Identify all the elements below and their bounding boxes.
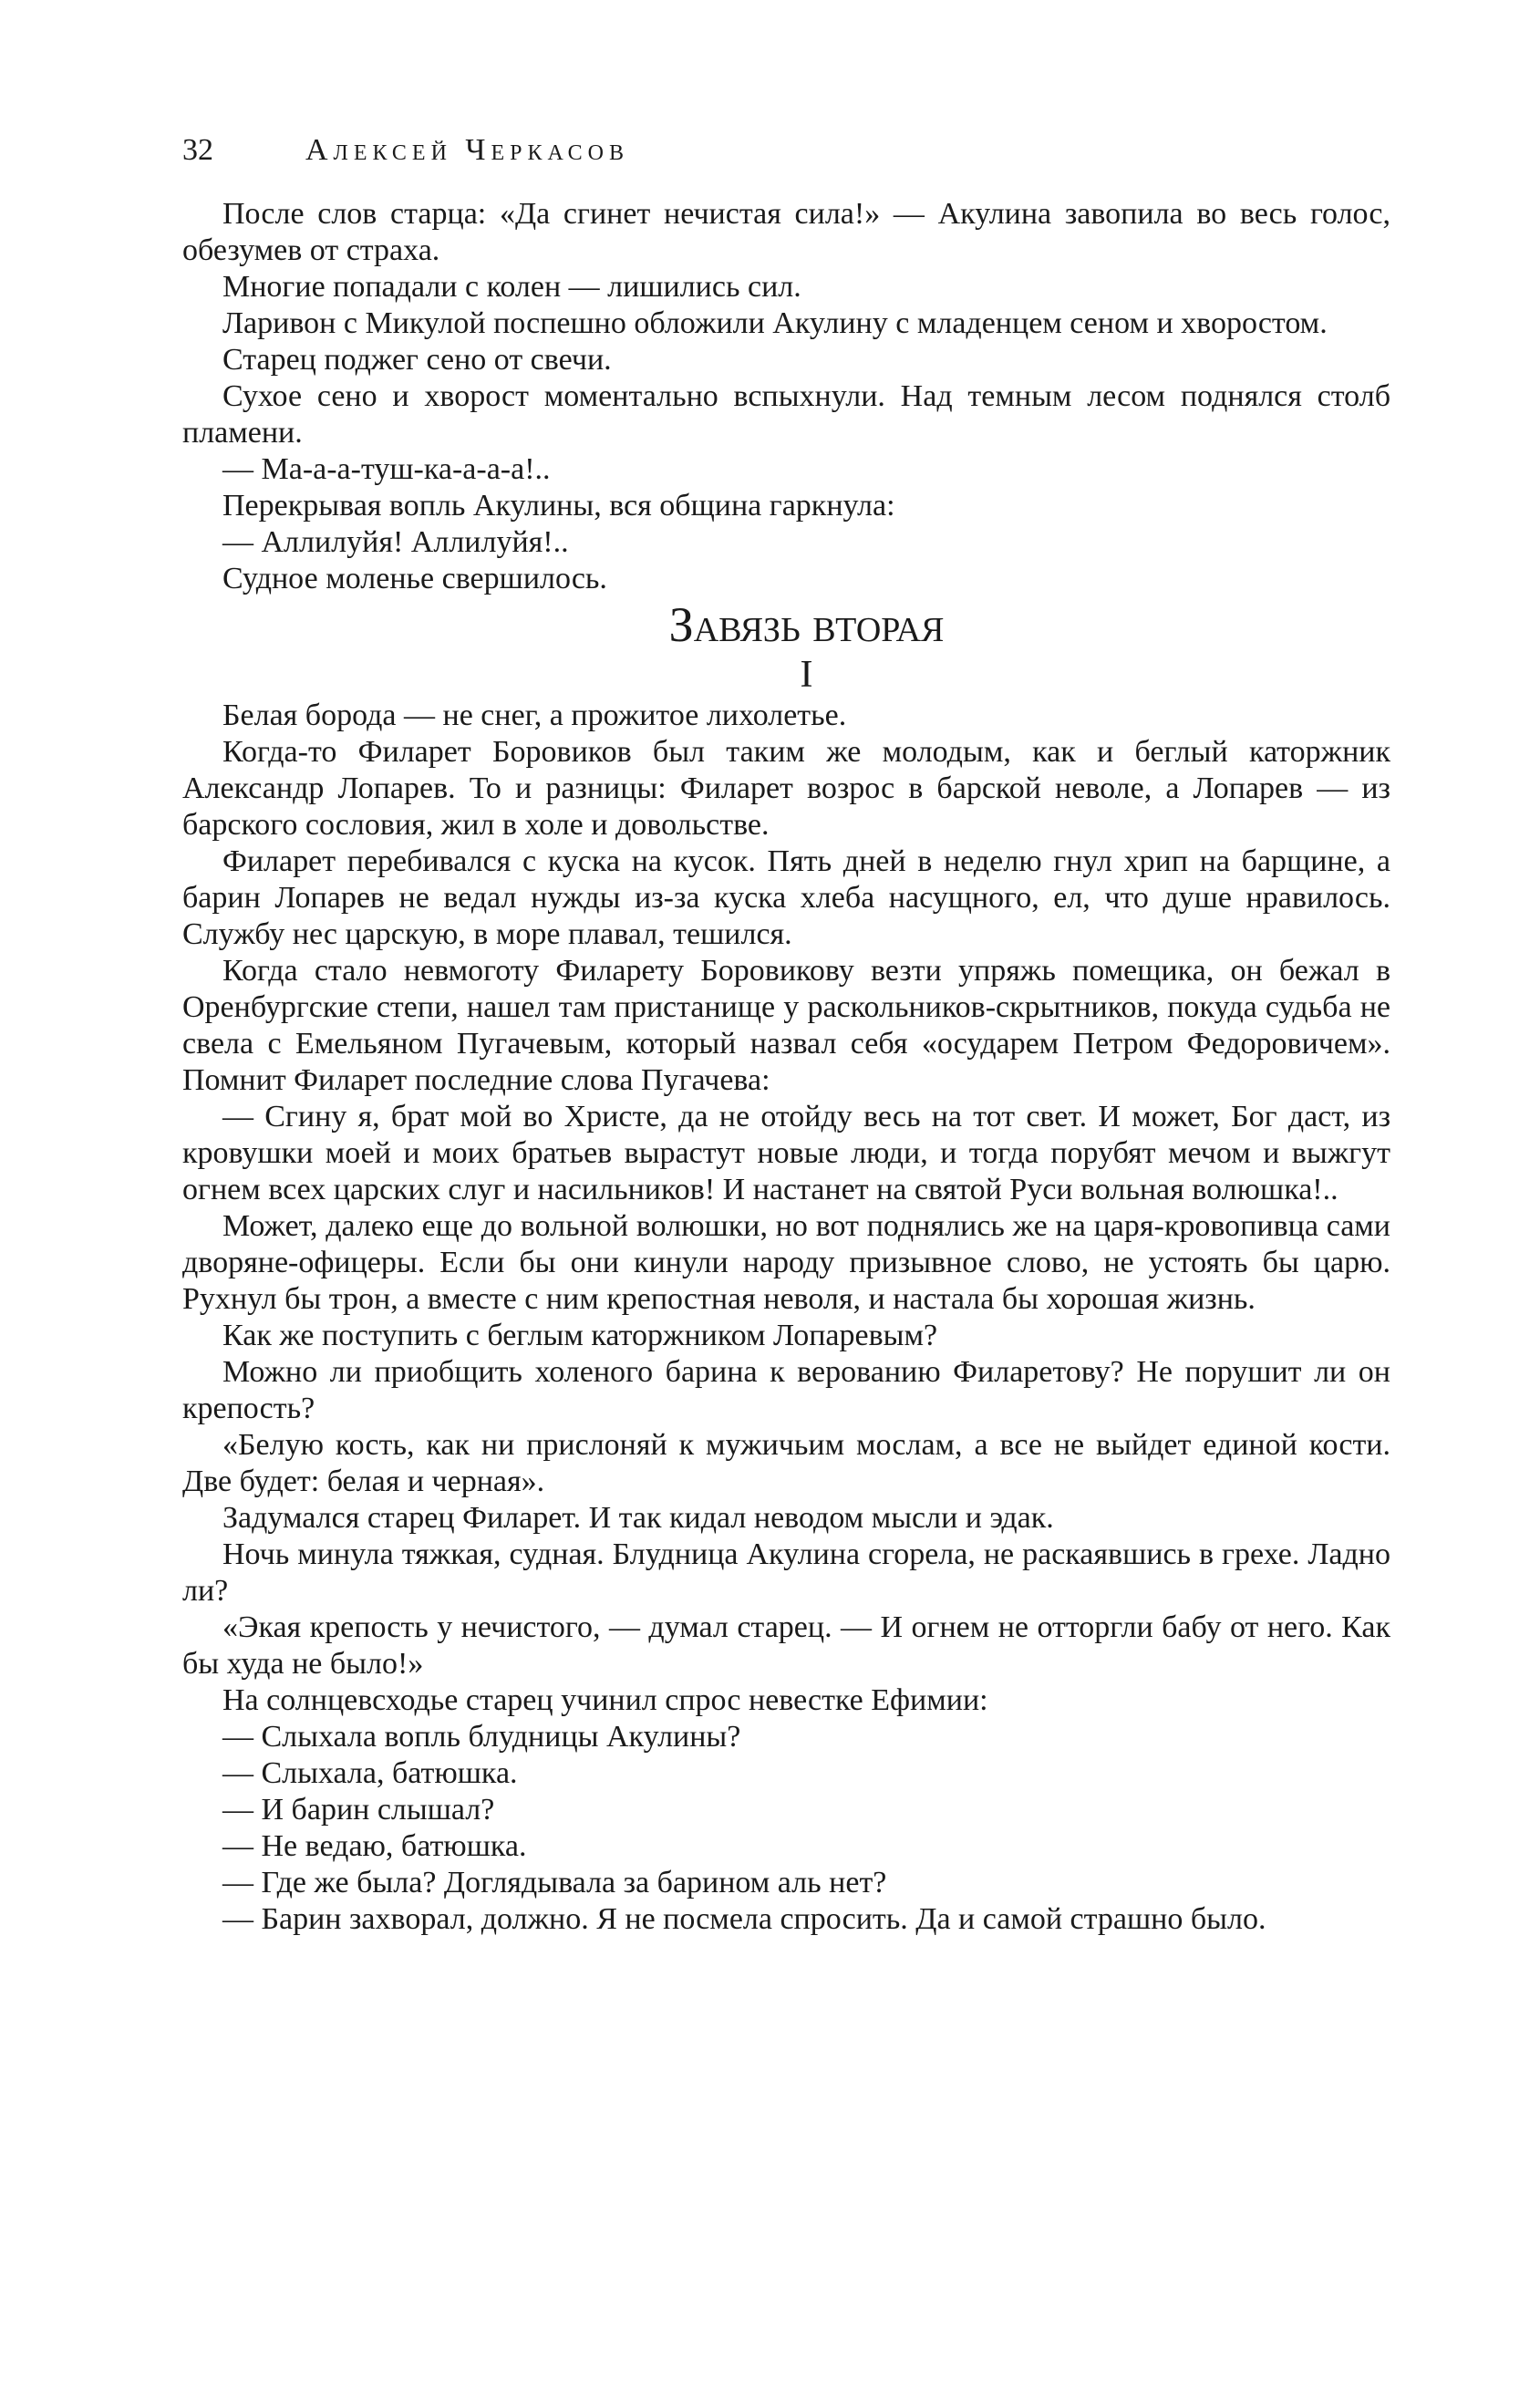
paragraph: Когда-то Филарет Боровиков был таким же молодым, как и беглый каторжник Александр Лопарев. То и разницы: Филарет возрос в барской неволе, а Лопарев — из барского сословия, жил в холе и довольстве. [182, 735, 1390, 842]
paragraph: — И барин слышал? [222, 1793, 495, 1827]
paragraph: — Не ведаю, батюшка. [222, 1829, 527, 1863]
running-header [182, 132, 629, 169]
author-name: Алексей Черкасов [305, 133, 629, 167]
paragraph: — Аллилуйя! Аллилуйя!.. [222, 525, 569, 559]
paragraph: — Слыхала вопль блудницы Акулины? [222, 1720, 741, 1754]
paragraph: Старец поджег сено от свечи. [222, 343, 612, 377]
paragraph: После слов старца: «Да сгинет нечистая сила!» — Акулина завопила во весь голос, обезумев от страха. [182, 197, 1390, 267]
paragraph: «Экая крепость у нечистого, — думал старец. — И огнем не отторгли бабу от него. Как бы худа не было!» [182, 1610, 1390, 1681]
paragraph: Когда стало невмоготу Филарету Боровикову везти упряжь помещика, он бежал в Оренбургские степи, нашел там пристанище у раскольников-скрытников, покуда судьба не свела с Емельяном Пугачевым, который назвал себя «осударем Петром Федоровичем». Помнит Филарет последние слова Пугачева: [182, 954, 1390, 1097]
paragraph: Многие попадали с колен — лишились сил. [222, 270, 801, 304]
paragraph: — Слыхала, батюшка. [222, 1756, 518, 1790]
chapter-number: I [800, 654, 813, 696]
text-block-before [182, 196, 1390, 597]
paragraph: Как же поступить с беглым каторжником Лопаревым? [222, 1319, 938, 1352]
paragraph: Филарет перебивался с куска на кусок. Пять дней в неделю гнул хрип на барщине, а барин Лопарев не ведал нужды из-за куска хлеба насущного, ел, что душе нравилось. Службу нес царскую, в море плавал, тешился. [182, 844, 1390, 951]
paragraph: Можно ли приобщить холеного барина к верованию Филаретову? Не порушит ли он крепость? [182, 1355, 1390, 1425]
paragraph: — Ма-а-а-туш-ка-а-а-а!.. [222, 452, 551, 486]
page-body [182, 196, 1390, 1938]
paragraph: На солнцевсходье старец учинил спрос невестке Ефимии: [222, 1683, 988, 1717]
paragraph: — Где же была? Доглядывала за барином аль нет? [222, 1866, 887, 1899]
section-title: Завязь вторая [668, 597, 945, 652]
text-block-after [182, 698, 1390, 1938]
paragraph: Ларивон с Микулой поспешно обложили Акулину с младенцем сеном и хворостом. [222, 306, 1328, 340]
paragraph: Сухое сено и хворост моментально вспыхнули. Над темным лесом поднялся столб пламени. [182, 379, 1390, 450]
paragraph: — Барин захворал, должно. Я не посмела спросить. Да и самой страшно было. [222, 1902, 1266, 1936]
paragraph: Ночь минула тяжкая, судная. Блудница Акулина сгорела, не раскаявшись в грехе. Ладно ли? [182, 1537, 1390, 1608]
paragraph: Перекрывая вопль Акулины, вся община гаркнула: [222, 489, 895, 523]
page-number: 32 [182, 133, 213, 167]
paragraph: Судное моленье свершилось. [222, 562, 607, 595]
paragraph: — Сгину я, брат мой во Христе, да не отойду весь на тот свет. И может, Бог даст, из кровушки моей и моих братьев вырастут новые люди, и тогда порубят мечом и выжгут огнем всех царских слуг и насильников! И настанет на святой Руси вольная волюшка!.. [182, 1100, 1390, 1206]
paragraph: Белая борода — не снег, а прожитое лихолетье. [222, 699, 847, 732]
paragraph: «Белую кость, как ни прислоняй к мужичьим мослам, а все не выйдет единой кости. Две будет: белая и черная». [182, 1428, 1390, 1498]
paragraph: Задумался старец Филарет. И так кидал неводом мысли и эдак. [222, 1501, 1054, 1535]
paragraph: Может, далеко еще до вольной волюшки, но вот поднялись же на царя-кровопивца сами дворяне-офицеры. Если бы они кинули народу призывное слово, не устоять бы царю. Рухнул бы трон, а вместе с ним крепостная неволя, и настала бы хорошая жизнь. [182, 1209, 1390, 1316]
